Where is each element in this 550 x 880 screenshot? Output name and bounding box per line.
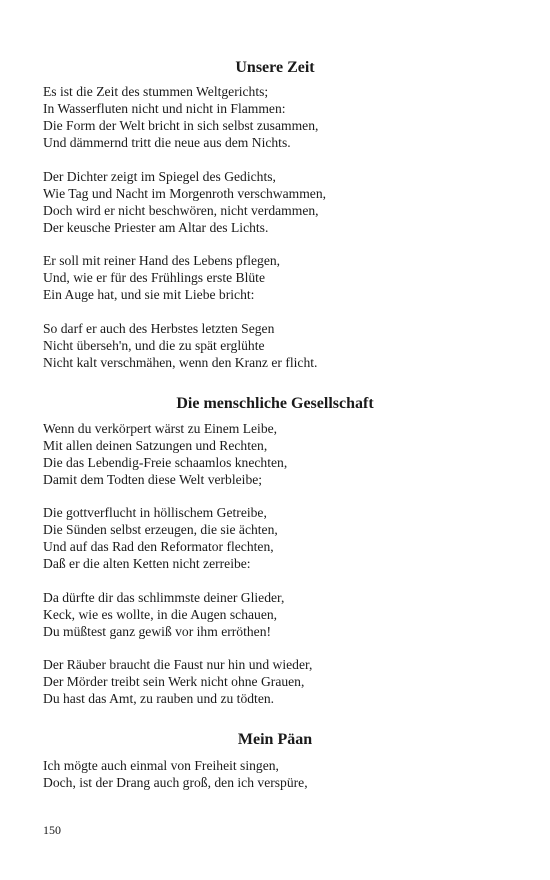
verse-line: Die Form der Welt bricht in sich selbst zusammen,	[43, 118, 319, 133]
verse-line: Er soll mit reiner Hand des Lebens pflegen,	[43, 253, 281, 268]
verse-line: Und, wie er für des Frühlings erste Blüte	[43, 270, 265, 285]
verse-line: Wie Tag und Nacht im Morgenroth verschwammen,	[43, 186, 327, 201]
verse-line: Du müßtest ganz gewiß vor ihm erröthen!	[43, 624, 272, 639]
verse-line: Wenn du verkörpert wärst zu Einem Leibe,	[43, 421, 278, 436]
stanza	[43, 83, 318, 151]
verse-line: Die Sünden selbst erzeugen, die sie ächten,	[43, 522, 278, 537]
verse-line: Die gottverflucht in höllischem Getreibe,	[43, 505, 267, 520]
poem-title-mein-paean: Mein Päan	[237, 731, 313, 748]
verse-line: Damit dem Todten diese Welt verbleibe;	[43, 472, 263, 487]
verse-line: Ein Auge hat, und sie mit Liebe bricht:	[43, 287, 255, 302]
stanza	[43, 656, 312, 707]
verse-line: Es ist die Zeit des stummen Weltgerichts;	[43, 84, 269, 99]
verse-line: Die das Lebendig-Freie schaamlos knechten,	[43, 455, 288, 470]
verse-line: Und auf das Rad den Reformator flechten,	[43, 539, 274, 554]
stanza	[43, 320, 317, 371]
stanza	[43, 757, 308, 791]
verse-line: Nicht kalt verschmähen, wenn den Kranz er flicht.	[43, 355, 318, 370]
verse-line: Der Dichter zeigt im Spiegel des Gedichts,	[43, 169, 276, 184]
stanza	[43, 252, 280, 303]
verse-line: Und dämmernd tritt die neue aus dem Nichts.	[43, 135, 291, 150]
verse-line: Der keusche Priester am Altar des Lichts.	[43, 220, 269, 235]
poem-title-die-menschliche-gesellschaft: Die menschliche Gesellschaft	[176, 395, 374, 412]
verse-line: Der Räuber braucht die Faust nur hin und wieder,	[43, 657, 313, 672]
stanza	[43, 589, 284, 640]
verse-line: In Wasserfluten nicht und nicht in Flammen:	[43, 101, 286, 116]
verse-line: Du hast das Amt, zu rauben und zu tödten.	[43, 691, 275, 706]
verse-line: Doch, ist der Drang auch groß, den ich verspüre,	[43, 775, 308, 790]
verse-line: Der Mörder treibt sein Werk nicht ohne Grauen,	[43, 674, 305, 689]
verse-line: Nicht überseh'n, und die zu spät erglühte	[43, 338, 265, 353]
verse-line: Daß er die alten Ketten nicht zerreibe:	[43, 556, 251, 571]
verse-line: Da dürfte dir das schlimmste deiner Glieder,	[43, 590, 285, 605]
stanza	[43, 420, 287, 488]
stanza	[43, 168, 326, 236]
poem-title-unsere-zeit: Unsere Zeit	[235, 59, 315, 76]
stanza	[43, 504, 278, 572]
verse-line: So darf er auch des Herbstes letzten Segen	[43, 321, 275, 336]
page-number: 150	[43, 823, 61, 837]
verse-line: Ich mögte auch einmal von Freiheit singen,	[43, 758, 279, 773]
verse-line: Mit allen deinen Satzungen und Rechten,	[43, 438, 268, 453]
verse-line: Doch wird er nicht beschwören, nicht verdammen,	[43, 203, 319, 218]
verse-line: Keck, wie es wollte, in die Augen schauen,	[43, 607, 278, 622]
